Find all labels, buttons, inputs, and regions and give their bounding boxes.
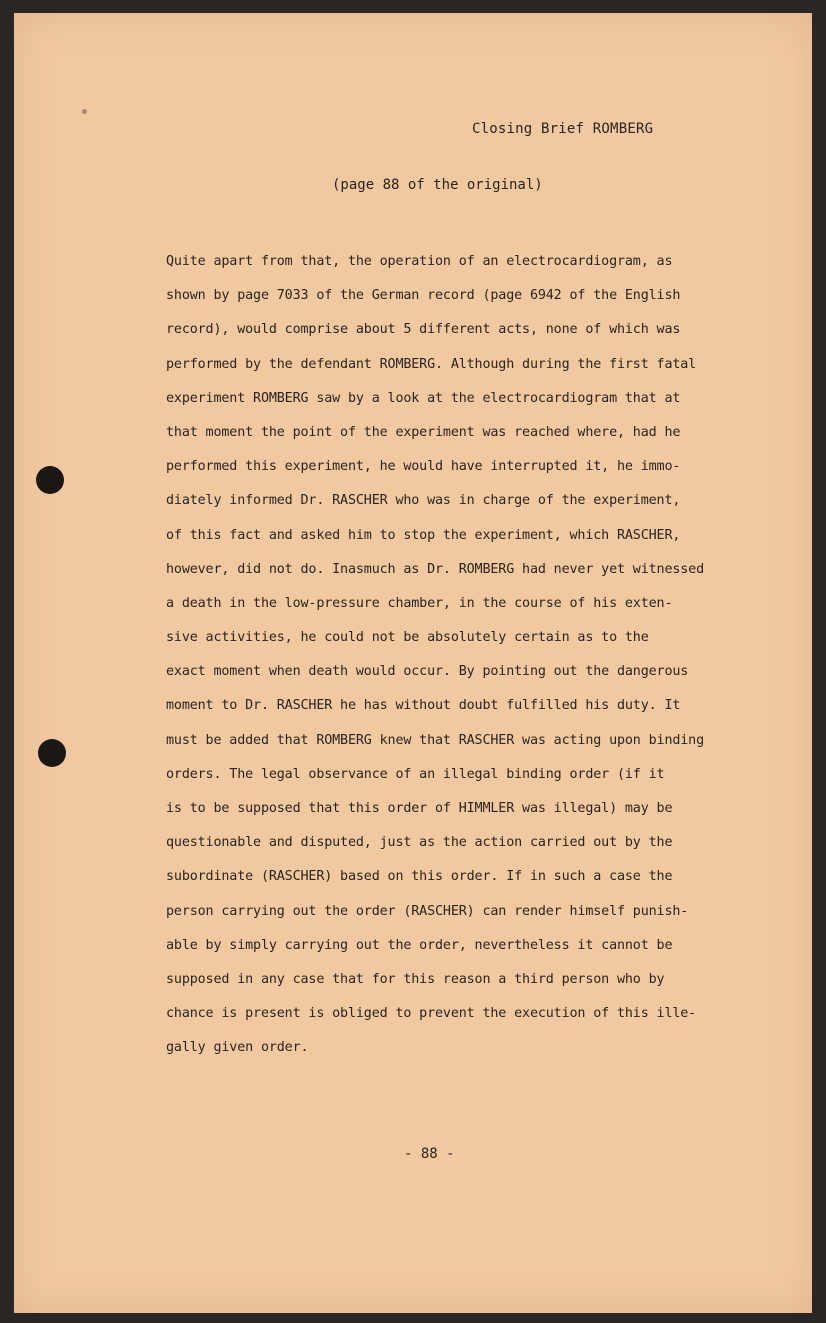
punch-hole	[36, 466, 64, 494]
body-line: person carrying out the order (RASCHER) can render himself punish-	[166, 903, 689, 919]
body-line: sive activities, he could not be absolutely certain as to the	[166, 630, 649, 646]
body-line: exact moment when death would occur. By pointing out the dangerous	[166, 664, 689, 680]
document-page	[14, 13, 812, 1313]
body-line: diately informed Dr. RASCHER who was in charge of the experiment,	[166, 493, 681, 509]
body-line: moment to Dr. RASCHER he has without doubt fulfilled his duty. It	[166, 698, 681, 714]
body-line: however, did not do. Inasmuch as Dr. ROMBERG had never yet witnessed	[166, 561, 705, 577]
body-text	[166, 245, 756, 1066]
body-line: Quite apart from that, the operation of an electrocardiogram, as	[166, 254, 673, 269]
body-line: must be added that ROMBERG knew that RASCHER was acting upon binding	[166, 732, 705, 748]
body-line: gally given order.	[166, 1040, 309, 1056]
body-line: questionable and disputed, just as the action carried out by the	[166, 835, 673, 851]
header-title: Closing Brief ROMBERG	[472, 121, 654, 137]
body-line: that moment the point of the experiment was reached where, had he	[166, 424, 681, 440]
body-line: supposed in any case that for this reason a third person who by	[166, 971, 665, 987]
body-line: performed this experiment, he would have interrupted it, he immo-	[166, 459, 681, 475]
page-reference: (page 88 of the original)	[332, 177, 543, 193]
punch-hole	[38, 739, 66, 767]
body-line: chance is present is obliged to prevent the execution of this ille-	[166, 1006, 697, 1022]
page-number: - 88 -	[404, 1146, 455, 1162]
body-line: performed by the defendant ROMBERG. Although during the first fatal	[166, 356, 697, 372]
body-line: experiment ROMBERG saw by a look at the electrocardiogram that at	[166, 390, 681, 406]
body-line: of this fact and asked him to stop the experiment, which RASCHER,	[166, 527, 681, 543]
body-line: able by simply carrying out the order, nevertheless it cannot be	[166, 937, 673, 953]
body-line: shown by page 7033 of the German record (page 6942 of the English	[166, 288, 681, 304]
body-line: is to be supposed that this order of HIMMLER was illegal) may be	[166, 801, 673, 816]
body-line: orders. The legal observance of an illegal binding order (if it	[166, 766, 665, 782]
paper-speck	[82, 109, 87, 114]
body-line: a death in the low-pressure chamber, in the course of his exten-	[166, 595, 673, 611]
body-line: subordinate (RASCHER) based on this order. If in such a case the	[166, 869, 673, 885]
body-line: record), would comprise about 5 different acts, none of which was	[166, 322, 681, 338]
